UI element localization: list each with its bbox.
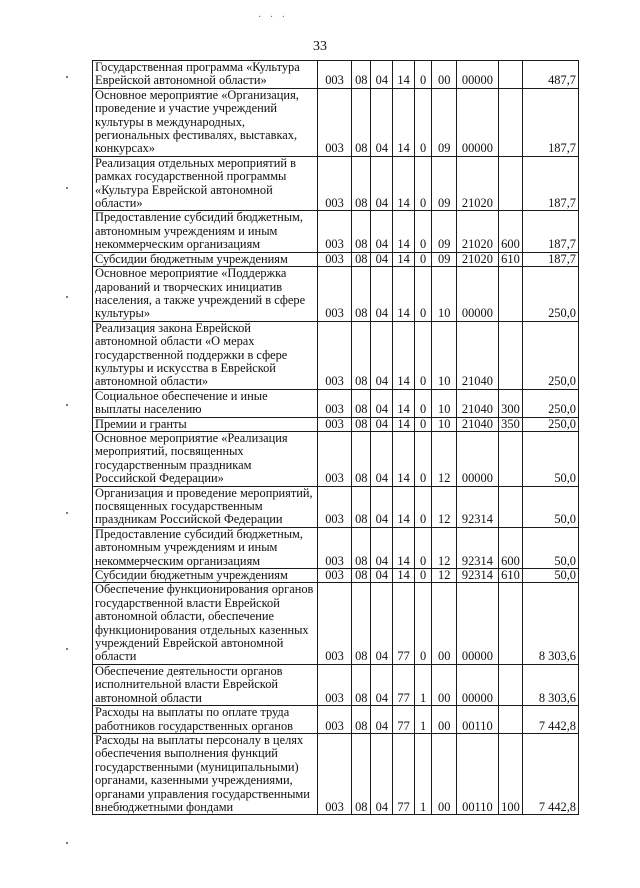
expense-type-code: 600	[498, 211, 523, 252]
margin-mark	[66, 187, 68, 189]
row-name: Основное мероприятие «Реализация мероприятий, посвященных государственным праздникам Российской Федерации»	[93, 431, 318, 486]
row-name: Реализация закона Еврейской автономной области «О мерах государственной поддержки в сфере культуры и искусства в Еврейской автономной области»	[93, 321, 318, 389]
amount: 50,0	[523, 486, 579, 527]
ministry-code: 003	[317, 321, 351, 389]
subsection-code: 04	[371, 417, 393, 431]
table-row	[93, 88, 579, 156]
program-code: 14	[393, 431, 415, 486]
amount: 50,0	[523, 527, 579, 568]
amount: 187,7	[523, 88, 579, 156]
direction-code: 00110	[457, 706, 498, 734]
table-row	[93, 486, 579, 527]
amount: 187,7	[523, 252, 579, 266]
subsection-code: 04	[371, 88, 393, 156]
ministry-code: 003	[317, 431, 351, 486]
subprogram-code: 0	[415, 321, 432, 389]
activity-code: 09	[432, 88, 457, 156]
activity-code: 09	[432, 156, 457, 211]
activity-code: 12	[432, 431, 457, 486]
margin-mark	[66, 296, 68, 298]
row-name: Организация и проведение мероприятий, посвященных государственным праздникам Российской Федерации	[93, 486, 318, 527]
program-code: 14	[393, 486, 415, 527]
row-name: Государственная программа «Культура Еврейской автономной области»	[93, 61, 318, 89]
margin-mark	[66, 512, 68, 514]
activity-code: 12	[432, 527, 457, 568]
table-row	[93, 431, 579, 486]
amount: 187,7	[523, 211, 579, 252]
expense-type-code	[498, 267, 523, 322]
row-name: Субсидии бюджетным учреждениям	[93, 252, 318, 266]
subprogram-code: 1	[415, 706, 432, 734]
margin-mark	[66, 648, 68, 650]
section-code: 08	[352, 61, 371, 89]
subsection-code: 04	[371, 569, 393, 583]
expense-type-code: 350	[498, 417, 523, 431]
subprogram-code: 0	[415, 431, 432, 486]
expense-type-code	[498, 88, 523, 156]
subprogram-code: 0	[415, 417, 432, 431]
section-code: 08	[352, 211, 371, 252]
activity-code: 10	[432, 267, 457, 322]
direction-code: 00000	[457, 267, 498, 322]
direction-code: 00000	[457, 664, 498, 705]
activity-code: 12	[432, 486, 457, 527]
program-code: 14	[393, 321, 415, 389]
table-row	[93, 706, 579, 734]
row-name: Предоставление субсидий бюджетным, автономным учреждениям и иным некоммерческим организациям	[93, 527, 318, 568]
ministry-code: 003	[317, 61, 351, 89]
row-name: Основное мероприятие «Поддержка дарований и творческих инициатив населения, а также учреждений в сфере культуры»	[93, 267, 318, 322]
activity-code: 00	[432, 706, 457, 734]
activity-code: 00	[432, 664, 457, 705]
section-code: 08	[352, 583, 371, 664]
amount: 250,0	[523, 417, 579, 431]
direction-code: 92314	[457, 527, 498, 568]
subprogram-code: 0	[415, 252, 432, 266]
subsection-code: 04	[371, 664, 393, 705]
subprogram-code: 0	[415, 389, 432, 417]
expense-type-code	[498, 486, 523, 527]
amount: 250,0	[523, 321, 579, 389]
direction-code: 21020	[457, 252, 498, 266]
program-code: 14	[393, 252, 415, 266]
ministry-code: 003	[317, 267, 351, 322]
program-code: 14	[393, 88, 415, 156]
subprogram-code: 0	[415, 211, 432, 252]
subsection-code: 04	[371, 527, 393, 568]
row-name: Предоставление субсидий бюджетным, автономным учреждениям и иным некоммерческим организациям	[93, 211, 318, 252]
activity-code: 10	[432, 321, 457, 389]
page-number: 33	[313, 39, 327, 54]
ministry-code: 003	[317, 664, 351, 705]
section-code: 08	[352, 527, 371, 568]
program-code: 14	[393, 527, 415, 568]
scan-artifact: · · ·	[258, 12, 288, 23]
section-code: 08	[352, 569, 371, 583]
program-code: 14	[393, 211, 415, 252]
section-code: 08	[352, 267, 371, 322]
direction-code: 21020	[457, 211, 498, 252]
subsection-code: 04	[371, 156, 393, 211]
table-row	[93, 267, 579, 322]
program-code: 77	[393, 583, 415, 664]
section-code: 08	[352, 664, 371, 705]
direction-code: 00000	[457, 431, 498, 486]
amount: 8 303,6	[523, 664, 579, 705]
table-row	[93, 389, 579, 417]
program-code: 14	[393, 61, 415, 89]
program-code: 77	[393, 664, 415, 705]
direction-code: 00110	[457, 733, 498, 814]
subprogram-code: 0	[415, 88, 432, 156]
activity-code: 00	[432, 583, 457, 664]
table-row	[93, 321, 579, 389]
row-name: Реализация отдельных мероприятий в рамках государственной программы «Культура Еврейской автономной области»	[93, 156, 318, 211]
direction-code: 00000	[457, 88, 498, 156]
amount: 50,0	[523, 569, 579, 583]
activity-code: 10	[432, 389, 457, 417]
direction-code: 92314	[457, 569, 498, 583]
section-code: 08	[352, 417, 371, 431]
ministry-code: 003	[317, 417, 351, 431]
section-code: 08	[352, 486, 371, 527]
table-row	[93, 61, 579, 89]
expense-type-code: 610	[498, 252, 523, 266]
expense-type-code	[498, 61, 523, 89]
expense-type-code	[498, 431, 523, 486]
margin-mark	[66, 404, 68, 406]
subsection-code: 04	[371, 486, 393, 527]
ministry-code: 003	[317, 569, 351, 583]
table-row	[93, 583, 579, 664]
expense-type-code	[498, 664, 523, 705]
row-name: Социальное обеспечение и иные выплаты населению	[93, 389, 318, 417]
program-code: 14	[393, 569, 415, 583]
amount: 250,0	[523, 267, 579, 322]
ministry-code: 003	[317, 156, 351, 211]
amount: 7 442,8	[523, 733, 579, 814]
budget-table-body	[93, 61, 579, 815]
direction-code: 21020	[457, 156, 498, 211]
subprogram-code: 0	[415, 527, 432, 568]
ministry-code: 003	[317, 252, 351, 266]
ministry-code: 003	[317, 583, 351, 664]
expense-type-code	[498, 706, 523, 734]
direction-code: 21040	[457, 417, 498, 431]
amount: 7 442,8	[523, 706, 579, 734]
ministry-code: 003	[317, 486, 351, 527]
direction-code: 92314	[457, 486, 498, 527]
direction-code: 21040	[457, 389, 498, 417]
activity-code: 10	[432, 417, 457, 431]
table-row	[93, 733, 579, 814]
table-row	[93, 417, 579, 431]
subsection-code: 04	[371, 706, 393, 734]
table-row	[93, 211, 579, 252]
expense-type-code	[498, 321, 523, 389]
table-row	[93, 664, 579, 705]
direction-code: 00000	[457, 61, 498, 89]
subsection-code: 04	[371, 321, 393, 389]
section-code: 08	[352, 88, 371, 156]
program-code: 77	[393, 706, 415, 734]
margin-mark	[66, 842, 68, 844]
expense-type-code: 610	[498, 569, 523, 583]
expense-type-code	[498, 583, 523, 664]
subsection-code: 04	[371, 252, 393, 266]
row-name: Субсидии бюджетным учреждениям	[93, 569, 318, 583]
budget-table	[92, 60, 579, 815]
amount: 8 303,6	[523, 583, 579, 664]
subprogram-code: 0	[415, 486, 432, 527]
amount: 250,0	[523, 389, 579, 417]
table-row	[93, 252, 579, 266]
section-code: 08	[352, 156, 371, 211]
amount: 187,7	[523, 156, 579, 211]
subsection-code: 04	[371, 431, 393, 486]
program-code: 14	[393, 389, 415, 417]
section-code: 08	[352, 321, 371, 389]
ministry-code: 003	[317, 88, 351, 156]
ministry-code: 003	[317, 527, 351, 568]
expense-type-code: 600	[498, 527, 523, 568]
activity-code: 00	[432, 733, 457, 814]
row-name: Обеспечение деятельности органов исполнительной власти Еврейской автономной области	[93, 664, 318, 705]
row-name: Премии и гранты	[93, 417, 318, 431]
section-code: 08	[352, 252, 371, 266]
margin-mark	[66, 76, 68, 78]
subsection-code: 04	[371, 61, 393, 89]
subprogram-code: 0	[415, 267, 432, 322]
subsection-code: 04	[371, 211, 393, 252]
subsection-code: 04	[371, 583, 393, 664]
amount: 487,7	[523, 61, 579, 89]
activity-code: 00	[432, 61, 457, 89]
ministry-code: 003	[317, 389, 351, 417]
activity-code: 12	[432, 569, 457, 583]
amount: 50,0	[523, 431, 579, 486]
row-name: Обеспечение функционирования органов государственной власти Еврейской автономной области, обеспечение функционирования отдельных казенных учреждений Еврейской автономной области	[93, 583, 318, 664]
activity-code: 09	[432, 211, 457, 252]
section-code: 08	[352, 389, 371, 417]
subprogram-code: 0	[415, 583, 432, 664]
section-code: 08	[352, 733, 371, 814]
subprogram-code: 1	[415, 733, 432, 814]
subprogram-code: 0	[415, 569, 432, 583]
ministry-code: 003	[317, 733, 351, 814]
program-code: 77	[393, 733, 415, 814]
subsection-code: 04	[371, 733, 393, 814]
program-code: 14	[393, 267, 415, 322]
row-name: Расходы на выплаты персоналу в целях обеспечения выполнения функций государственными (муниципальными) органами, казенными учреждениями, органами управления государственными внебюджетными фондами	[93, 733, 318, 814]
subprogram-code: 1	[415, 664, 432, 705]
section-code: 08	[352, 706, 371, 734]
subsection-code: 04	[371, 389, 393, 417]
ministry-code: 003	[317, 706, 351, 734]
table-row	[93, 527, 579, 568]
expense-type-code: 100	[498, 733, 523, 814]
direction-code: 21040	[457, 321, 498, 389]
row-name: Расходы на выплаты по оплате труда работников государственных органов	[93, 706, 318, 734]
row-name: Основное мероприятие «Организация, проведение и участие учреждений культуры в международных, региональных фестивалях, выставках, конкурсах»	[93, 88, 318, 156]
table-row	[93, 156, 579, 211]
program-code: 14	[393, 417, 415, 431]
direction-code: 00000	[457, 583, 498, 664]
section-code: 08	[352, 431, 371, 486]
expense-type-code	[498, 156, 523, 211]
subsection-code: 04	[371, 267, 393, 322]
program-code: 14	[393, 156, 415, 211]
subprogram-code: 0	[415, 61, 432, 89]
subprogram-code: 0	[415, 156, 432, 211]
ministry-code: 003	[317, 211, 351, 252]
activity-code: 09	[432, 252, 457, 266]
expense-type-code: 300	[498, 389, 523, 417]
table-row	[93, 569, 579, 583]
